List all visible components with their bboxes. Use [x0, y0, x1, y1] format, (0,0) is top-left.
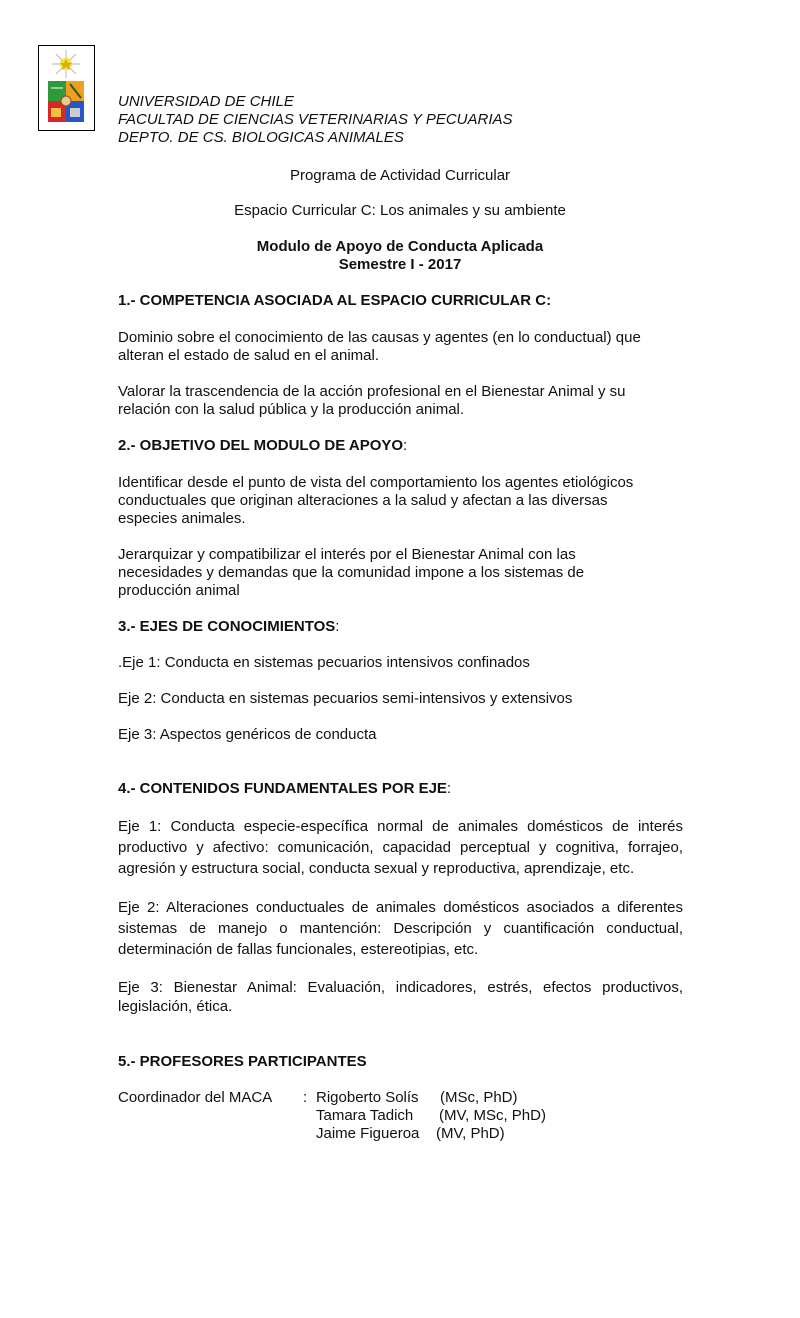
section-2-paragraph-2	[118, 546, 584, 600]
text-line: Identificar desde el punto de vista del comportamiento los agentes etiológicos	[118, 474, 634, 491]
section-2-heading	[118, 437, 407, 455]
section-3-heading	[118, 618, 339, 636]
axis-item: .Eje 1: Conducta en sistemas pecuarios intensivos confinados	[118, 654, 530, 671]
program-label: Programa de Actividad Curricular	[289, 167, 511, 184]
professor-degrees: (MV, PhD)	[436, 1125, 505, 1142]
professor-name: Rigoberto Solís	[316, 1089, 419, 1106]
content-item-1: Eje 1: Conducta especie-específica normal de animales domésticos de interés productivo y afectivo: comunicación, capacidad perceptual y cognitiva, forrajeo, agresión y estructura social, conducta sexual y reproductiva, aprendizaje, etc.	[118, 818, 683, 877]
section-1-paragraph-1	[118, 329, 641, 365]
text-line: Valorar la trascendencia de la acción profesional en el Bienestar Animal y su	[118, 383, 626, 400]
curricular-space: Espacio Curricular C: Los animales y su ambiente	[234, 202, 566, 219]
heading-text: 3.- EJES DE CONOCIMIENTOS	[118, 618, 336, 635]
heading-colon: :	[403, 437, 408, 454]
separator-colon: :	[303, 1089, 308, 1106]
professor-name: Jaime Figueroa	[316, 1125, 420, 1142]
heading-text: 4.- CONTENIDOS FUNDAMENTALES POR EJE	[118, 780, 447, 797]
faculty-name: FACULTAD DE CIENCIAS VETERINARIAS Y PECUARIAS	[118, 111, 513, 128]
text-line: especies animales.	[118, 510, 246, 527]
heading-text: 2.- OBJETIVO DEL MODULO DE APOYO	[118, 437, 404, 454]
section-4-heading	[118, 780, 451, 798]
university-name: UNIVERSIDAD DE CHILE	[118, 93, 294, 110]
text-line: conductuales que originan alteraciones a la salud y afectan a las diversas	[118, 492, 608, 509]
department-name: DEPTO. DE CS. BIOLOGICAS ANIMALES	[118, 129, 404, 146]
axis-item: Eje 2: Conducta en sistemas pecuarios semi-intensivos y extensivos	[118, 690, 573, 707]
section-1-paragraph-2	[118, 383, 626, 419]
text-line: relación con la salud pública y la producción animal.	[118, 401, 465, 418]
module-title: Modulo de Apoyo de Conducta Aplicada	[256, 238, 544, 255]
section-5-heading: 5.- PROFESORES PARTICIPANTES	[118, 1053, 367, 1070]
section-1-heading: 1.- COMPETENCIA ASOCIADA AL ESPACIO CURRICULAR C:	[118, 292, 552, 309]
semester: Semestre I - 2017	[338, 256, 462, 273]
section-2-paragraph-1	[118, 474, 633, 528]
coordinator-role: Coordinador del MACA	[118, 1089, 273, 1106]
university-logo	[38, 45, 95, 131]
text-line: Dominio sobre el conocimiento de las causas y agentes (en lo conductual) que	[118, 329, 641, 346]
content-item-2: Eje 2: Alteraciones conductuales de animales domésticos asociados a diferentes sistemas de manejo o mantención: Descripción y cuantificación conductual, determinación de fallas funcionales, estereotipias, etc.	[118, 899, 683, 958]
text-line: Jerarquizar y compatibilizar el interés por el Bienestar Animal con las	[118, 546, 576, 563]
university-header	[118, 93, 513, 147]
text-line: necesidades y demandas que la comunidad impone a los sistemas de	[118, 564, 585, 581]
content-item-3: Eje 3: Bienestar Animal: Evaluación, indicadores, estrés, efectos productivos, legislación, ética.	[118, 979, 683, 1015]
professor-degrees: (MSc, PhD)	[440, 1089, 518, 1106]
professor-name: Tamara Tadich	[316, 1107, 414, 1124]
text-line: alteran el estado de salud en el animal.	[118, 347, 380, 364]
text-line: producción animal	[118, 582, 240, 599]
heading-colon: :	[335, 618, 340, 635]
heading-colon: :	[446, 780, 452, 797]
axis-item: Eje 3: Aspectos genéricos de conducta	[118, 726, 377, 743]
professor-degrees: (MV, MSc, PhD)	[439, 1107, 546, 1124]
